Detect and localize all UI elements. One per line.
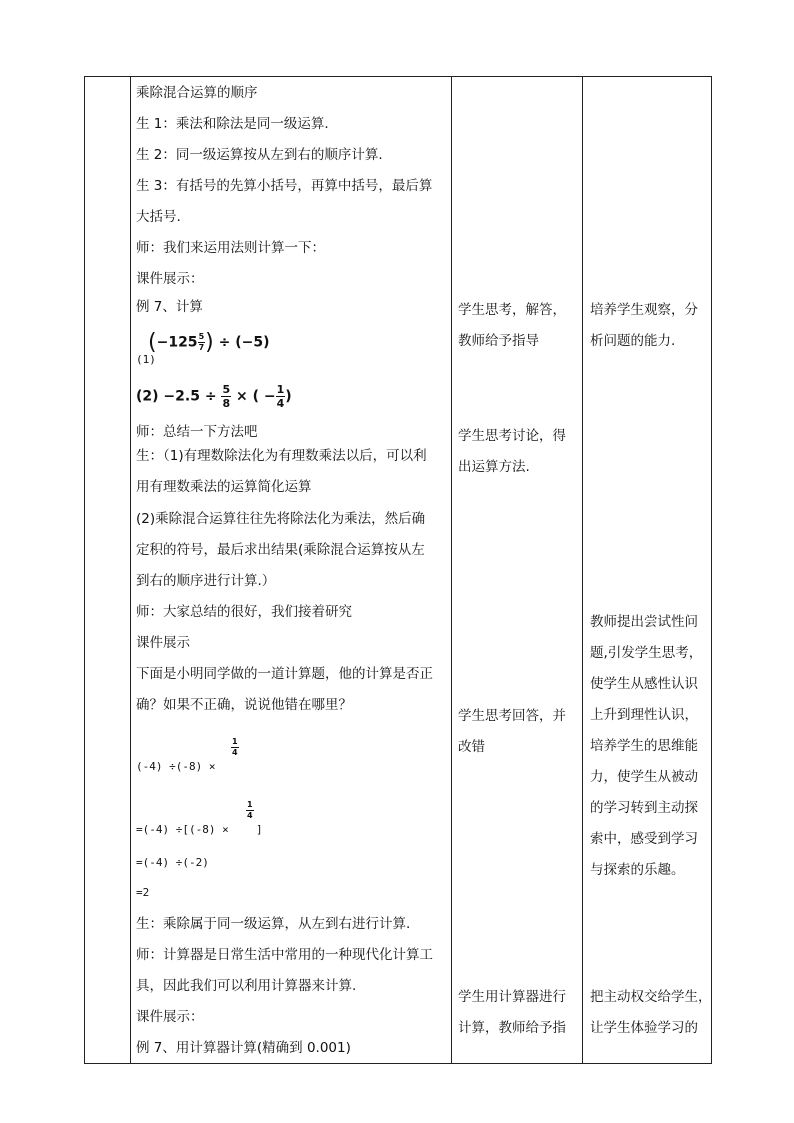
teacher-text-4-line2: 具，因此我们可以利用计算器来计算. (136, 978, 357, 994)
intent-c-line2: 让学生体验学习的 (590, 1020, 698, 1036)
student-summary-line2: 用有理数乘法的运算简化运算 (136, 479, 312, 495)
question-line2: 确？如果不正确，说说他错在哪里？ (136, 697, 352, 713)
summary-2-line2: 定积的符号，最后求出结果(乘除混合运算按从左 (136, 542, 425, 558)
problem-1-expression: (−125 $\frac{5}{7}$ ) ÷ (−5) (148, 330, 270, 355)
intent-b-line1: 教师提出尝试性问 (590, 614, 698, 630)
problem-2-fraction-b: $\frac{1}{4}$ (276, 383, 285, 410)
student-3-text-line2: 大括号. (136, 209, 181, 225)
question-line1: 下面是小明同学做的一道计算题，他的计算是否正 (136, 666, 433, 682)
activity-b-line2: 出运算方法. (458, 459, 530, 475)
table-right-border (711, 76, 712, 1064)
activity-d-line1: 学生用计算器进行 (458, 989, 566, 1005)
slide-show-label-3: 课件展示： (136, 1009, 204, 1025)
calc-step-4: =2 (136, 886, 150, 899)
intent-b-line4: 上升到理性认识， (590, 707, 698, 723)
teacher-text-2: 师：总结一下方法吧 (136, 424, 258, 440)
intent-b-line8: 索中，感受到学习 (590, 831, 698, 847)
summary-2-line3: 到右的顺序进行计算.） (136, 573, 276, 589)
intent-a-line1: 培养学生观察，分 (590, 302, 698, 318)
intent-b-line2: 题,引发学生思考， (590, 645, 703, 661)
student-text-6: 生：乘除属于同一级运算，从左到右进行计算. (136, 916, 411, 932)
teacher-text-1: 师：我们来运用法则计算一下： (136, 240, 325, 256)
slide-show-label-2: 课件展示 (136, 635, 190, 651)
calc-step-2-fraction: $\frac{1}{4}$ (247, 800, 253, 820)
activity-c-line1: 学生思考回答，并 (458, 708, 566, 724)
student-3-text-line1: 生 3：有括号的先算小括号，再算中括号，最后算 (136, 178, 433, 194)
activity-b-line1: 学生思考讨论，得 (458, 428, 566, 444)
table-top-border (84, 76, 712, 77)
problem-2-mid: × ( − (235, 388, 276, 405)
teacher-text-3: 师：大家总结的很好，我们接着研究 (136, 604, 352, 620)
intent-b-line9: 与探索的乐趣。 (590, 862, 685, 878)
column-divider-3 (582, 76, 583, 1064)
intent-a-line2: 析问题的能力. (590, 333, 676, 349)
calc-step-1: (-4) ÷(-8) × (136, 760, 216, 773)
activity-d-line2: 计算，教师给予指 (458, 1020, 566, 1036)
intent-b-line6: 力，使学生从被动 (590, 769, 698, 785)
problem-1-lead: −125 (156, 334, 198, 351)
problem-2-expression (136, 384, 292, 409)
intent-b-line3: 使学生从感性认识 (590, 676, 698, 692)
problem-2-tail: ) (285, 388, 292, 405)
intent-b-line7: 的学习转到主动探 (590, 800, 698, 816)
slide-show-label-1: 课件展示： (136, 271, 204, 287)
section-heading: 乘除混合运算的顺序 (136, 85, 258, 101)
example-7-calculator: 例 7、用计算器计算(精确到 0.001) (136, 1040, 351, 1056)
intent-b-line5: 培养学生的思维能 (590, 738, 698, 754)
teacher-text-4-line1: 师：计算器是日常生活中常用的一种现代化计算工 (136, 947, 433, 963)
calc-step-2: =(-4) ÷[(-8) × (136, 823, 229, 836)
activity-a-line2: 教师给予指导 (458, 333, 539, 349)
calc-step-3: =(-4) ÷(-2) (136, 856, 209, 869)
student-summary-line1: 生：（1)有理数除法化为有理数乘法以后，可以利 (136, 448, 427, 464)
table-bottom-border (84, 1063, 712, 1064)
student-1-text: 生 1：乘法和除法是同一级运算. (136, 116, 329, 132)
intent-c-line1: 把主动权交给学生， (590, 989, 712, 1005)
problem-1-fraction: $\frac{5}{7}$ (198, 332, 205, 352)
calc-step-1-fraction: $\frac{1}{4}$ (232, 737, 238, 757)
example-7-label: 例 7、计算 (136, 299, 203, 315)
summary-2-line1: (2)乘除混合运算往往先将除法化为乘法，然后确 (136, 511, 426, 527)
column-divider-2 (451, 76, 452, 1064)
problem-2-fraction-a: $\frac{5}{8}$ (222, 383, 231, 410)
student-2-text: 生 2：同一级运算按从左到右的顺序计算. (136, 147, 383, 163)
column-divider-1 (130, 76, 131, 1064)
problem-1-tail: ÷ (−5) (218, 334, 270, 351)
activity-c-line2: 改错 (458, 739, 485, 755)
calc-step-2-bracket: ] (256, 823, 263, 836)
table-left-border (84, 76, 85, 1064)
problem-1-number: (1) (136, 353, 156, 366)
problem-2-lead: (2) −2.5 ÷ (136, 388, 217, 405)
activity-a-line1: 学生思考，解答， (458, 302, 566, 318)
